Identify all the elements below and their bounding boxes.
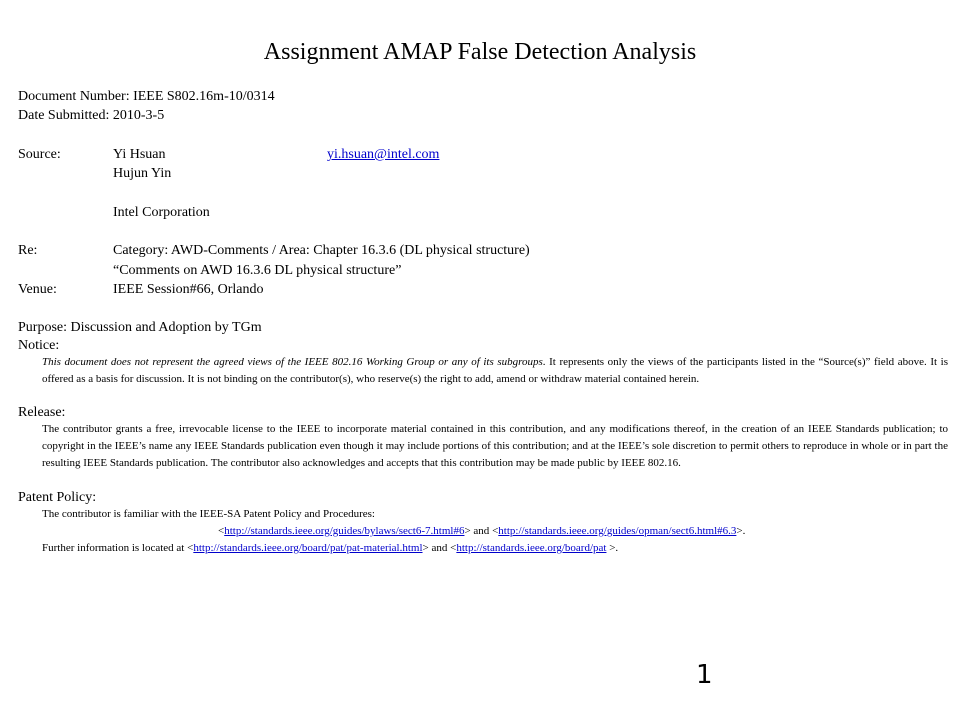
- release-text: The contributor grants a free, irrevocable license to the IEEE to incorporate material contained in this contribution, and any modifications thereof, in the creation of an IEEE Standards publication; to copyright in the IEEE’s name any IEEE Standards publication even though it may include portions of this contribution; and at the IEEE’s sole discretion to permit others to reproduce in whole or in part the resulting IEEE Standards publication. The contributor also acknowledges and accepts that this contribution may be made public by IEEE 802.16.: [42, 423, 948, 469]
- document-title: Assignment AMAP False Detection Analysis: [263, 39, 697, 65]
- venue-value: IEEE Session#66, Orlando: [113, 282, 264, 297]
- patent-intro-line: The contributor is familiar with the IEEE-SA Patent Policy and Procedures:: [42, 508, 375, 520]
- page-number: 1: [696, 660, 713, 690]
- release-label: Release:: [18, 405, 66, 420]
- pat-material-link[interactable]: http://standards.ieee.org/board/pat/pat-material.html: [193, 542, 423, 554]
- purpose: Purpose: Discussion and Adoption by TGm: [18, 320, 262, 335]
- source-name-2: Hujun Yin: [113, 166, 172, 181]
- source-email-link[interactable]: yi.hsuan@intel.com: [327, 147, 440, 162]
- notice-text: [42, 354, 948, 388]
- board-pat-link[interactable]: http://standards.ieee.org/board/pat: [456, 542, 607, 554]
- document-number: Document Number: IEEE S802.16m-10/0314: [18, 89, 275, 104]
- notice-rest-text: . It represents only the views of the participants listed in the “Source(s)” field above. It is offered as a basis for discussion. It is not binding on the contributor(s), who reserve(s) the right to add, amend or withdraw material contained herein.: [42, 356, 949, 385]
- source-label: Source:: [18, 147, 61, 162]
- re-line-2: “Comments on AWD 16.3.6 DL physical structure”: [113, 263, 402, 278]
- venue-label: Venue:: [18, 282, 57, 297]
- notice-label: Notice:: [18, 338, 60, 353]
- patent-policy-label: Patent Policy:: [18, 490, 97, 505]
- patent-links-line: <http://standards.ieee.org/guides/bylaws/sect6-7.html#6> and <http://standards.ieee.org/guides/opman/sect6.html#6.3>.: [218, 525, 746, 537]
- notice-italic-text: This document does not represent the agreed views of the IEEE 802.16 Working Group or any of its subgroups: [42, 356, 543, 368]
- and-text-1: and: [473, 525, 490, 537]
- and-text-2: and: [431, 542, 448, 554]
- source-name-1: Yi Hsuan: [113, 147, 166, 162]
- further-info-line: Further information is located at <http://standards.ieee.org/board/pat/pat-material.html> and <http://standards.ieee.org/board/pat >.: [42, 542, 619, 554]
- re-label: Re:: [18, 243, 38, 258]
- source-organization: Intel Corporation: [113, 205, 210, 220]
- re-line-1: Category: AWD-Comments / Area: Chapter 16.3.6 (DL physical structure): [113, 243, 530, 258]
- bylaws-link[interactable]: http://standards.ieee.org/guides/bylaws/sect6-7.html#6: [224, 525, 465, 537]
- opman-link[interactable]: http://standards.ieee.org/guides/opman/sect6.html#6.3: [498, 525, 737, 537]
- date-submitted: Date Submitted: 2010-3-5: [18, 108, 165, 123]
- further-info-text: Further information is located at: [42, 542, 185, 554]
